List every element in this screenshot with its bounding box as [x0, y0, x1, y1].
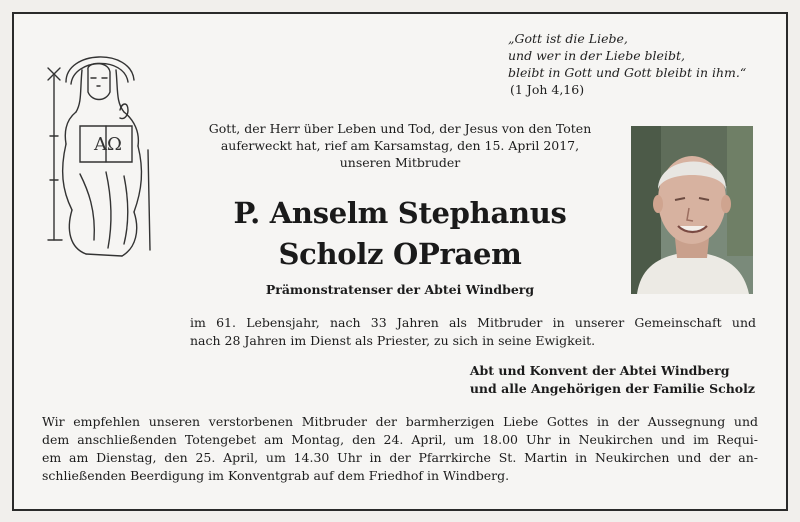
intro-line: auferweckt hat, rief am Karsamstag, den 15. April 2017, [220, 138, 580, 153]
death-text [190, 314, 756, 350]
portrait-photo [631, 126, 753, 294]
deceased-name-line1: P. Anselm Stephanus [233, 196, 567, 230]
death-line: im 61. Lebensjahr, nach 33 Jahren als Mitbruder in unserer Gemeinschaft und [190, 315, 756, 330]
quote-line: „Gott ist die Liebe, [508, 31, 628, 46]
service-line: schließenden Beerdigung im Konventgrab auf dem Friedhof in Windberg. [42, 468, 510, 483]
service-text [42, 413, 758, 485]
order-affiliation: Prämonstratenser der Abtei Windberg [265, 282, 535, 297]
service-line: Wir empfehlen unseren verstorbenen Mitbruder der barmherzigen Liebe Gottes in der Aussegnung und [42, 414, 758, 429]
quote-line: und wer in der Liebe bleibt, [508, 48, 685, 63]
deceased-name-line2: Scholz OPraem [278, 237, 522, 271]
intro-line: Gott, der Herr über Leben und Tod, der Jesus von den Toten [208, 121, 592, 136]
quote-reference: (1 Joh 4,16) [510, 82, 585, 97]
service-line: em am Dienstag, den 25. April, um 14.30 Uhr in der Pfarrkirche St. Martin in Neukirchen und der an- [42, 450, 758, 465]
signer-line: und alle Angehörigen der Familie Scholz [469, 381, 755, 396]
quote-line: bleibt in Gott und Gott bleibt in ihm.“ [508, 65, 747, 80]
bible-quote [508, 30, 746, 98]
intro-text [190, 120, 610, 171]
christ-alpha-omega-icon [36, 40, 166, 270]
service-line: dem anschließenden Totengebet am Montag, den 24. April, um 18.00 Uhr in Neukirchen und im Requi- [42, 432, 758, 447]
death-line: nach 28 Jahren im Dienst als Priester, zu sich in seine Ewigkeit. [190, 333, 596, 348]
signer-line: Abt und Konvent der Abtei Windberg [469, 363, 730, 378]
intro-line: unseren Mitbruder [339, 155, 461, 170]
alpha-omega-text: AΩ [94, 134, 122, 155]
signers-block [470, 362, 755, 398]
